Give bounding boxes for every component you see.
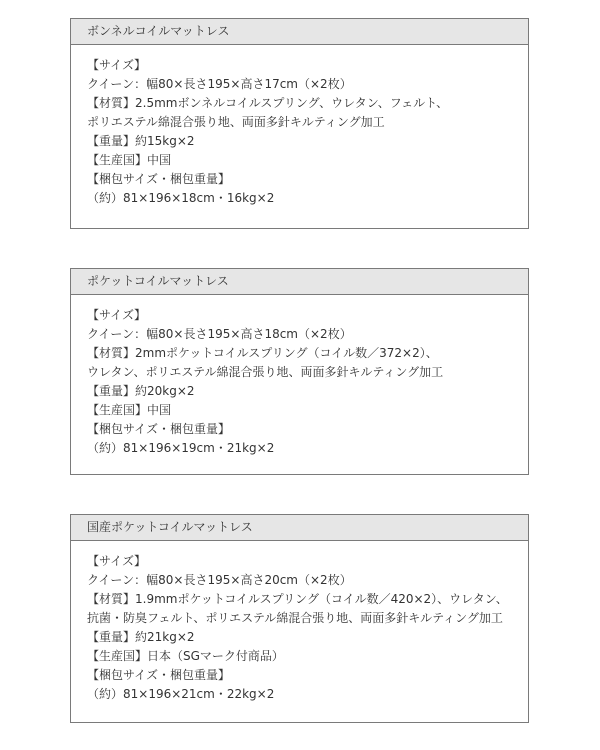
package-value: （約）81×196×21cm・22kg×2 bbox=[87, 687, 275, 701]
spec-box-domestic-pocket-coil bbox=[70, 514, 529, 723]
spec-body bbox=[71, 45, 528, 208]
spec-box-pocket-coil bbox=[70, 268, 529, 475]
weight-line: 【重量】約20kg×2 bbox=[87, 384, 195, 398]
spec-title: 国産ポケットコイルマットレス bbox=[71, 515, 528, 541]
material-line-cont: 抗菌・防臭フェルト、ポリエステル綿混合張り地、両面多針キルティング加工 bbox=[87, 611, 503, 625]
material-line-cont: ポリエステル綿混合張り地、両面多針キルティング加工 bbox=[87, 115, 385, 129]
spec-title: ボンネルコイルマットレス bbox=[71, 19, 528, 45]
size-heading: 【サイズ】 bbox=[87, 58, 147, 72]
package-heading: 【梱包サイズ・梱包重量】 bbox=[87, 172, 231, 186]
material-line-cont: ウレタン、ポリエステル綿混合張り地、両面多針キルティング加工 bbox=[87, 365, 444, 379]
size-heading: 【サイズ】 bbox=[87, 554, 147, 568]
package-value: （約）81×196×19cm・21kg×2 bbox=[87, 441, 275, 455]
weight-line: 【重量】約15kg×2 bbox=[87, 134, 195, 148]
material-line: 【材質】2mmポケットコイルスプリング（コイル数／372×2）、 bbox=[87, 346, 438, 360]
spec-body bbox=[71, 295, 528, 458]
material-line: 【材質】1.9mmポケットコイルスプリング（コイル数／420×2）、ウレタン、 bbox=[87, 592, 508, 606]
spec-body bbox=[71, 541, 528, 704]
origin-line: 【生産国】日本（SGマーク付商品） bbox=[87, 649, 284, 663]
package-heading: 【梱包サイズ・梱包重量】 bbox=[87, 668, 231, 682]
package-heading: 【梱包サイズ・梱包重量】 bbox=[87, 422, 231, 436]
package-value: （約）81×196×18cm・16kg×2 bbox=[87, 191, 275, 205]
origin-line: 【生産国】中国 bbox=[87, 403, 172, 417]
size-value: クイーン：幅80×長さ195×高さ18cm（×2枚） bbox=[87, 327, 352, 341]
size-value: クイーン：幅80×長さ195×高さ20cm（×2枚） bbox=[87, 573, 352, 587]
spec-title: ポケットコイルマットレス bbox=[71, 269, 528, 295]
spec-box-bonnell-coil bbox=[70, 18, 529, 229]
weight-line: 【重量】約21kg×2 bbox=[87, 630, 195, 644]
size-value: クイーン：幅80×長さ195×高さ17cm（×2枚） bbox=[87, 77, 352, 91]
material-line: 【材質】2.5mmボンネルコイルスプリング、ウレタン、フェルト、 bbox=[87, 96, 449, 110]
size-heading: 【サイズ】 bbox=[87, 308, 147, 322]
origin-line: 【生産国】中国 bbox=[87, 153, 172, 167]
